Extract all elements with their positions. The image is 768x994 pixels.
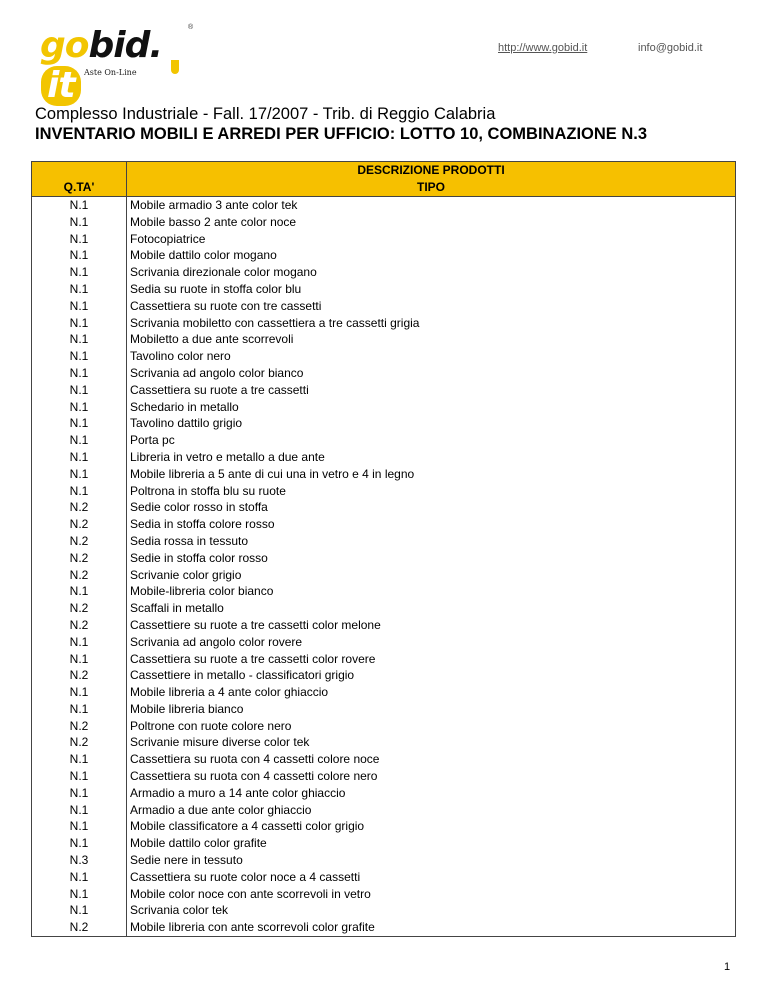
table-row [32,633,736,650]
table-row [32,852,736,869]
table-row [32,650,736,667]
qty-cell: N.2 [32,533,127,550]
type-cell: Scrivanie color grigio [127,566,736,583]
type-cell: Mobile armadio 3 ante color tek [127,196,736,213]
table-row [32,247,736,264]
table-row [32,902,736,919]
qty-cell: N.2 [32,600,127,617]
type-cell: Cassettiera su ruote a tre cassetti color rovere [127,650,736,667]
table-row [32,801,736,818]
type-cell: Armadio a muro a 14 ante color ghiaccio [127,784,736,801]
type-cell: Cassettiera su ruote a tre cassetti [127,381,736,398]
table-row [32,533,736,550]
type-cell: Mobiletto a due ante scorrevoli [127,331,736,348]
type-cell: Cassettiera su ruota con 4 cassetti colore nero [127,768,736,785]
table-row [32,314,736,331]
table-row [32,482,736,499]
type-cell: Poltrona in stoffa blu su ruote [127,482,736,499]
type-cell: Mobile dattilo color grafite [127,835,736,852]
type-cell: Sedie color rosso in stoffa [127,499,736,516]
table-group-header-row [32,162,736,179]
qty-cell: N.1 [32,784,127,801]
table-row [32,230,736,247]
table-row [32,818,736,835]
table-row [32,919,736,936]
table-row [32,684,736,701]
type-cell: Scrivania color tek [127,902,736,919]
document-subtitle: Complesso Industriale - Fall. 17/2007 - Trib. di Reggio Calabria [35,105,496,123]
table-row [32,617,736,634]
type-cell: Mobile classificatore a 4 cassetti color grigio [127,818,736,835]
page-number: 1 [724,961,731,973]
qty-cell: N.1 [32,264,127,281]
logo-wordmark: gobid.it [40,25,163,106]
website-link[interactable]: http://www.gobid.it [498,42,588,54]
qty-cell: N.1 [32,314,127,331]
qty-cell: N.1 [32,381,127,398]
qty-cell: N.1 [32,449,127,466]
qty-cell: N.2 [32,566,127,583]
table-row [32,499,736,516]
qty-cell: N.1 [32,365,127,382]
type-cell: Poltrone con ruote colore nero [127,717,736,734]
qty-cell: N.2 [32,516,127,533]
qty-cell: N.2 [32,734,127,751]
type-cell: Sedia su ruote in stoffa color blu [127,281,736,298]
table-row [32,415,736,432]
inventory-table [31,161,736,937]
table-row [32,549,736,566]
table-row [32,365,736,382]
table-row [32,331,736,348]
qty-cell: N.1 [32,818,127,835]
qty-cell: N.1 [32,247,127,264]
qty-cell: N.1 [32,196,127,213]
type-cell: Libreria in vetro e metallo a due ante [127,449,736,466]
qty-cell: N.1 [32,482,127,499]
qty-cell: N.1 [32,801,127,818]
table-row [32,768,736,785]
table-row [32,297,736,314]
table-row [32,835,736,852]
type-cell: Armadio a due ante color ghiaccio [127,801,736,818]
qty-cell: N.1 [32,701,127,718]
type-cell: Porta pc [127,432,736,449]
qty-cell: N.1 [32,885,127,902]
type-cell: Sedia rossa in tessuto [127,533,736,550]
qty-cell: N.1 [32,432,127,449]
table-row [32,516,736,533]
table-body [32,196,736,936]
qty-cell: N.1 [32,633,127,650]
qty-cell: N.1 [32,230,127,247]
type-cell: Scaffali in metallo [127,600,736,617]
type-cell: Cassettiera su ruota con 4 cassetti colore noce [127,751,736,768]
type-cell: Tavolino color nero [127,348,736,365]
qty-cell: N.1 [32,348,127,365]
table-row [32,281,736,298]
table-row [32,348,736,365]
type-cell: Sedie nere in tessuto [127,852,736,869]
column-header-qty: Q.TA' [32,179,127,196]
column-header-type: TIPO [127,179,736,196]
table-row [32,701,736,718]
table-row [32,885,736,902]
qty-cell: N.1 [32,650,127,667]
table-row [32,751,736,768]
qty-cell: N.1 [32,281,127,298]
type-cell: Tavolino dattilo grigio [127,415,736,432]
type-cell: Mobile basso 2 ante color noce [127,213,736,230]
type-cell: Mobile color noce con ante scorrevoli in vetro [127,885,736,902]
qty-cell: N.2 [32,617,127,634]
table-row [32,196,736,213]
type-cell: Schedario in metallo [127,398,736,415]
group-header: DESCRIZIONE PRODOTTI [127,162,736,179]
qty-cell: N.1 [32,465,127,482]
type-cell: Fotocopiatrice [127,230,736,247]
qty-cell: N.1 [32,751,127,768]
type-cell: Sedie in stoffa color rosso [127,549,736,566]
email-link[interactable]: info@gobid.it [638,42,703,54]
table-row [32,734,736,751]
table-row [32,868,736,885]
type-cell: Cassettiere in metallo - classificatori grigio [127,667,736,684]
qty-cell: N.3 [32,852,127,869]
qty-cell: N.2 [32,919,127,936]
qty-cell: N.1 [32,902,127,919]
table-row [32,264,736,281]
table-row [32,432,736,449]
qty-cell: N.1 [32,768,127,785]
qty-cell: N.1 [32,415,127,432]
table-row [32,717,736,734]
type-cell: Scrivania mobiletto con cassettiera a tre cassetti grigia [127,314,736,331]
logo-drip [171,60,179,74]
table-column-header-row [32,179,736,196]
type-cell: Cassettiera su ruote color noce a 4 cassetti [127,868,736,885]
type-cell: Mobile libreria a 4 ante color ghiaccio [127,684,736,701]
document-title: INVENTARIO MOBILI E ARREDI PER UFFICIO: LOTTO 10, COMBINAZIONE N.3 [35,125,648,143]
qty-cell: N.1 [32,835,127,852]
type-cell: Mobile dattilo color mogano [127,247,736,264]
gobid-logo [40,22,200,106]
table-row [32,566,736,583]
qty-cell: N.2 [32,499,127,516]
type-cell: Mobile-libreria color bianco [127,583,736,600]
qty-cell: N.1 [32,868,127,885]
type-cell: Scrivania ad angolo color rovere [127,633,736,650]
registered-mark: ® [188,24,194,31]
qty-cell: N.2 [32,667,127,684]
type-cell: Cassettiera su ruote con tre cassetti [127,297,736,314]
qty-cell: N.1 [32,213,127,230]
logo-tagline: Aste On-Line [84,68,137,77]
header-blank-cell [32,162,127,179]
type-cell: Mobile libreria a 5 ante di cui una in vetro e 4 in legno [127,465,736,482]
qty-cell: N.2 [32,717,127,734]
type-cell: Sedia in stoffa colore rosso [127,516,736,533]
type-cell: Scrivanie misure diverse color tek [127,734,736,751]
qty-cell: N.2 [32,549,127,566]
table-row [32,465,736,482]
table-row [32,381,736,398]
qty-cell: N.1 [32,684,127,701]
qty-cell: N.1 [32,583,127,600]
type-cell: Scrivania direzionale color mogano [127,264,736,281]
table-row [32,667,736,684]
qty-cell: N.1 [32,398,127,415]
table-row [32,398,736,415]
qty-cell: N.1 [32,297,127,314]
type-cell: Mobile libreria con ante scorrevoli color grafite [127,919,736,936]
type-cell: Mobile libreria bianco [127,701,736,718]
type-cell: Scrivania ad angolo color bianco [127,365,736,382]
table-row [32,600,736,617]
type-cell: Cassettiere su ruote a tre cassetti color melone [127,617,736,634]
table-row [32,583,736,600]
table-row [32,213,736,230]
table-row [32,449,736,466]
qty-cell: N.1 [32,331,127,348]
table-row [32,784,736,801]
